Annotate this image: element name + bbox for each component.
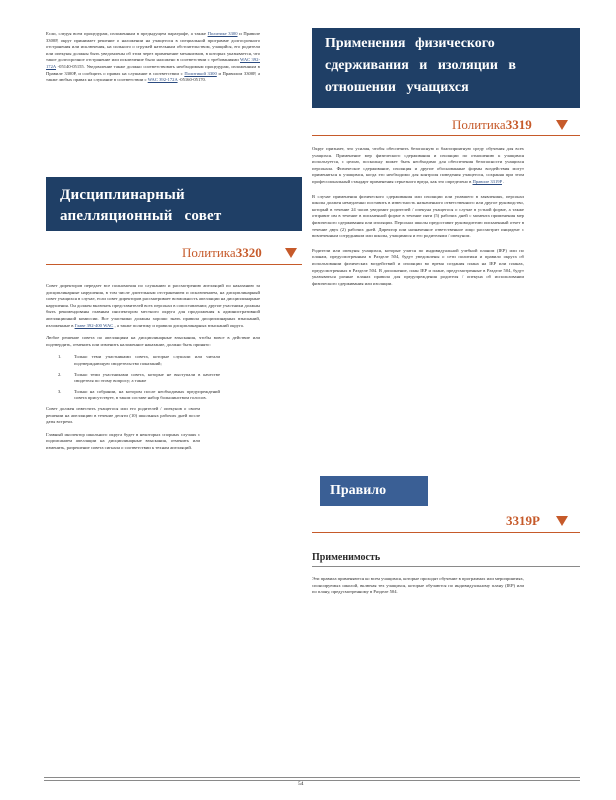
- policy-3319-body: [312, 146, 524, 287]
- intro-text-4: и Правилом 3300Р, а также любых правах на слушание в соответствии с: [46, 70, 260, 83]
- intro-text-3: -05140-05155. Уведомление также должно соответствовать необходимым процедурам, изложенным в Правиле 3300Р, и сообщить о правах на слушание в соответствии с: [46, 63, 260, 76]
- body-paragraph-3: Родители или опекуны учащихся, которые учатся по индивидуальной учебной планом (IEP) или по планам, предусмотренным в Разделе 504, будут уведомлены о сети политики и правило округа об использовании физических воздействий и изоляции во время создания плана на IEP или планах, предусмотренных в Разделе 504. В дополнение, план IEP и плане, предусмотренные в Разделе 504, будут указываться разные планах правила для предупреждения родителя / опекуна об использовании физического сдерживания или изоляции.: [312, 247, 524, 286]
- body-paragraph-2: Любое решение совета по апелляциям на дисциплинарные взыскания, чтобы вовсе в действие или подтвердить, отменить или изменить наложенное наказание, должно быть принято:: [46, 335, 260, 347]
- triangle-down-icon: [556, 516, 568, 526]
- list-item-number: 3.: [58, 388, 62, 394]
- body-paragraph-3: Совет должен известить учащегося или его родителей / опекунов о своем решении на апелляцию в течение десяти (10) школьных рабочих дней после даты встречи.: [46, 405, 200, 425]
- policy-label: Политика: [452, 117, 506, 132]
- policy-3319-tag: [452, 117, 532, 133]
- list-item: [46, 354, 260, 367]
- section-divider: [46, 264, 302, 265]
- band-title-line-1: Применения физического: [325, 36, 495, 51]
- body-paragraph-1-end: , а также политику и правила дисциплинарных взысканий округа.: [114, 322, 245, 328]
- list-item-text: Только на собрании, на котором после необходимых предупреждений совета присутствует, в таком составе набор большинством голосов.: [74, 388, 220, 401]
- body-paragraph-1: Округ признает, что усилия, чтобы обеспечить безопасную и благоприятную среду обучения для всех учащихся. Применение мер физического сдерживания и изоляции по отношению к учащимся используется, с целью, поскольку может быть необходимо для обеспечения безопасности учащихся персонала. Физическое сдерживание, изоляция и другие обоснованные формы воздействия могут применяться к учащимся, когда это необходимо для контроля поведения учащегося, сохраняя при этом профессиональный стандарт применения серьезного вреда, как это определено в: [312, 146, 524, 184]
- list-item-text: Только теми участниками совета, которые слушали или читали подтверждающую свидетельство показаний;: [74, 354, 220, 366]
- intro-text-1: Если, следуя всем процедурам, изложенным в предыдущем параграфе, а также: [46, 31, 206, 36]
- band-title-line-2: сдерживания и изоляции в: [325, 58, 516, 73]
- policy-3300-link-2[interactable]: Политикой 3300: [184, 70, 217, 76]
- band-title-line-2: апелляционный совет: [60, 208, 222, 224]
- triangle-down-icon: [285, 248, 297, 258]
- intro-text-5: -05160-05170.: [178, 77, 207, 83]
- triangle-down-icon: [556, 120, 568, 130]
- rule-3319p-tag: 3319P: [506, 513, 540, 528]
- list-item-number: 2.: [58, 371, 62, 377]
- page-number: 54: [298, 781, 304, 787]
- policy-3320-tag: [182, 245, 262, 261]
- intro-text-2: и Правиле 3300Р, округ принимает решение о наложении на учащегося в специальной программе долгосрочного отстранения или исключения, на сильного о сгружей нательным обстоятельством, учащийся, его родители или опекуны должны быть уведомлены об этом через применение механизмов, в которых указывается, что такое долгосрочное отстранение или исключение было наложено в соответствии с требованиями: [46, 31, 260, 63]
- policy-number: 3319: [505, 117, 532, 132]
- applicability-body: [312, 576, 524, 596]
- section-band-restraint: [312, 28, 580, 108]
- rule-3319p-link[interactable]: Правиле 3319P: [472, 178, 502, 184]
- applicability-paragraph: Эти правила применяются ко всем учащимся, которые проходят обучение в программах или мероприятиях, спонсируемых школой, включая тех учащихся, которые обучаются по индивидуальному плану (IEP) или по плану, предусмотренному в Разделе 504.: [312, 576, 524, 595]
- body-paragraph-2: В случае применения физического сдерживания или изоляции или упавшего в заявлениях, персонал школы должен немедленно поставить в известность назначенного ответственного или другое руководство, который в течение 24 часов уведомит родителей / опекуна учащегося о случае в устной форме, а также отправит им в течение в письменной форме в течение пяти (5) рабочих дней с момента применения мер физического сдерживания или изоляции. Персонал школы предоставит руководителю письменный отчет в течение двух (2) рабочих дней. Директор или назначенное ответственное лицо рассмотрит инцидент с вовлеченным сотрудником или школы, учащимися и его родителями / опекуном.: [312, 193, 524, 239]
- list-item: [46, 372, 260, 385]
- list-item: [46, 389, 260, 402]
- policy-3300-link[interactable]: Политике 3300: [207, 31, 238, 36]
- section-band-disciplinary: [46, 177, 302, 231]
- band-title-line-1: Дисциплинарный: [60, 187, 185, 203]
- body-paragraph-1-end: .: [503, 178, 505, 184]
- footer-rule-2: [44, 780, 580, 781]
- wac-392-400-link[interactable]: Главе 392-400 WAC: [74, 322, 114, 328]
- wac-392-172a-link[interactable]: WAC 392-172A: [46, 57, 260, 69]
- footer-rule: [44, 777, 580, 778]
- list-item-number: 1.: [58, 354, 62, 360]
- policy-number: 3320: [235, 245, 262, 260]
- section-divider: [312, 532, 580, 533]
- policy-3320-body: [46, 283, 260, 451]
- wac-392-172a-link-2[interactable]: WAC 392-172A: [147, 77, 178, 83]
- intro-paragraph: [46, 31, 260, 84]
- section-divider: [312, 135, 580, 136]
- body-paragraph-1: Совет директоров передает все полномочия по слушанию и рассмотрению апелляций по наказанию за дисциплинарные нарушения, в том числе длительным отстранением и исключением, на дисциплинарный совет учащихся в случае, если совет директоров рассматривает возможность апелляции на дисциплинарные нарушения. Он должен включать представителей всех персонал в сопоставлении; другие участники должны быть рекомендованы главным инспектором местного округа для продолжения к административной апелляционной комиссии. Все участники должны хорошо знать правила дисциплинарных взысканий, изложенные в: [46, 283, 260, 328]
- list-item-text: Только теми участниками совета, которые не выступали в качестве свидетеля по этому вопросу; а также: [74, 371, 220, 384]
- rule-band: [320, 476, 428, 506]
- body-paragraph-4: Главный инспектор школьного округа будет в некоторых спорных случаях с подписанием апелляции на дисциплинарные взыскания, отменить или изменить, разрешение совета сигнала о соответствии к технам апелляций.: [46, 431, 200, 450]
- applicability-heading: Применимость: [312, 552, 381, 563]
- rule-band-label: Правило: [330, 483, 387, 498]
- band-title-line-3: отношении учащихся: [325, 80, 469, 95]
- heading-underline: [312, 566, 580, 567]
- decision-conditions-list: [46, 354, 260, 402]
- policy-label: Политика: [182, 245, 236, 260]
